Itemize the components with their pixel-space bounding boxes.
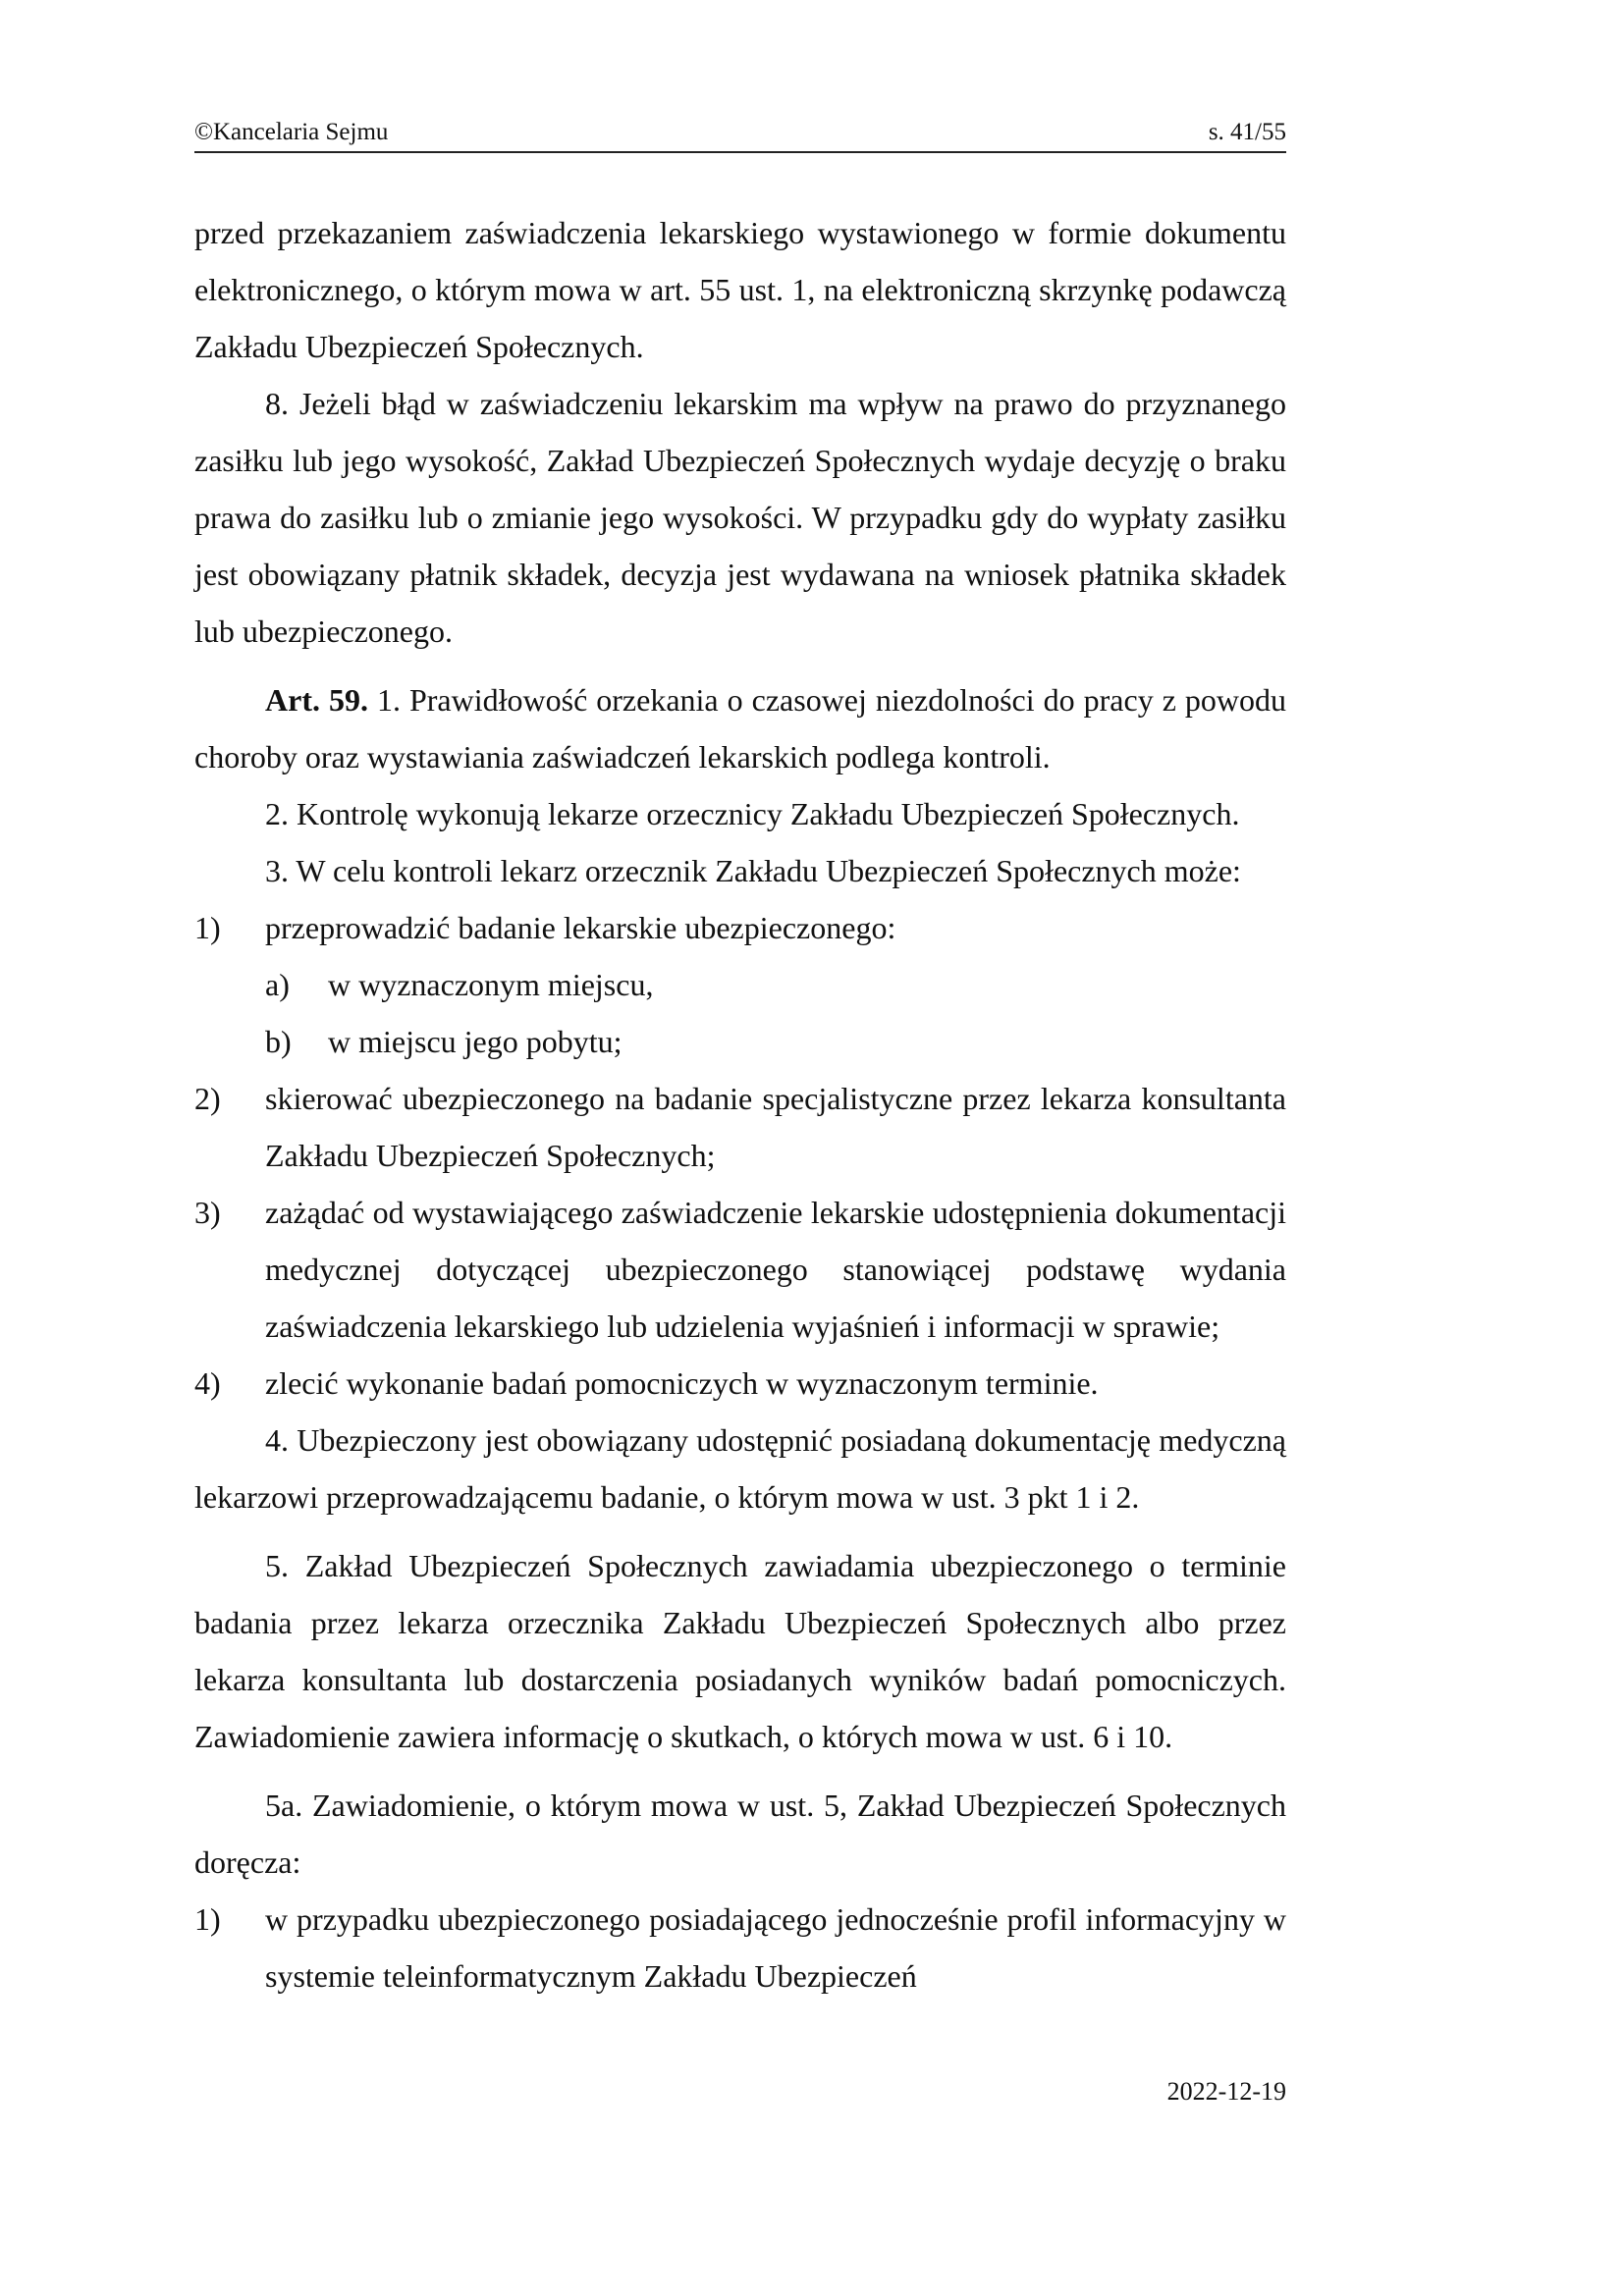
sub-list-item-text: w miejscu jego pobytu; [328, 1024, 623, 1059]
paragraph-5: 5. Zakład Ubezpieczeń Społecznych zawiadamia ubezpieczonego o terminie badania przez lekarza orzecznika Zakładu Ubezpieczeń Społecznych albo przez lekarza konsultanta lub dostarczenia posiadanych wyników badań pomocniczych. Zawiadomienie zawiera informację o skutkach, o których mowa w ust. 6 i 10. [194, 1548, 1286, 1754]
paragraph-8: 8. Jeżeli błąd w zaświadczeniu lekarskim ma wpływ na prawo do przyznanego zasiłku lub jego wysokość, Zakład Ubezpieczeń Społecznych wydaje decyzję o braku prawa do zasiłku lub o zmianie jego wysokości. W przypadku gdy do wypłaty zasiłku jest obowiązany płatnik składek, decyzja jest wydawana na wniosek płatnika składek lub ubezpieczonego. [194, 386, 1286, 649]
sub-list-item [194, 1013, 1286, 1070]
list-item [194, 1891, 1286, 2004]
paragraph-3: 3. W celu kontroli lekarz orzecznik Zakładu Ubezpieczeń Społecznych może: [265, 853, 1241, 888]
list-item [194, 1070, 1286, 1184]
article-label: Art. 59. [265, 682, 368, 718]
header-page-number: s. 41/55 [1208, 119, 1286, 145]
page-header [194, 116, 1286, 153]
sub-list-item-letter: a) [265, 967, 290, 1002]
list-item-number: 1) [194, 910, 221, 945]
sub-list-item [194, 956, 1286, 1013]
list-item-text: skierować ubezpieczonego na badanie specjalistyczne przez lekarza konsultanta Zakładu Ubezpieczeń Społecznych; [265, 1081, 1286, 1173]
paragraph-continuation: przed przekazaniem zaświadczenia lekarskiego wystawionego w formie dokumentu elektronicznego, o którym mowa w art. 55 ust. 1, na elektroniczną skrzynkę podawczą Zakładu Ubezpieczeń Społecznych. [194, 215, 1286, 364]
list-item-number: 4) [194, 1365, 221, 1401]
article-59-paragraph-1 [194, 671, 1286, 785]
sub-list-item-letter: b) [265, 1024, 292, 1059]
header-source: ©Kancelaria Sejmu [194, 119, 389, 145]
list-item-text: przeprowadzić badanie lekarskie ubezpieczonego: [265, 910, 896, 945]
list-item [194, 1184, 1286, 1355]
list-item [194, 1355, 1286, 1412]
list-item-number: 1) [194, 1901, 221, 1937]
paragraph-2: 2. Kontrolę wykonują lekarze orzecznicy Zakładu Ubezpieczeń Społecznych. [265, 796, 1240, 831]
list-item-text: zlecić wykonanie badań pomocniczych w wyznaczonym terminie. [265, 1365, 1099, 1401]
list-item-number: 3) [194, 1195, 221, 1230]
list-item [194, 899, 1286, 956]
article-59-text: 1. Prawidłowość orzekania o czasowej niezdolności do pracy z powodu choroby oraz wystawiania zaświadczeń lekarskich podlega kontroli. [194, 682, 1287, 774]
list-item-text: w przypadku ubezpieczonego posiadającego jednocześnie profil informacyjny w systemie teleinformatycznym Zakładu Ubezpieczeń [265, 1901, 1286, 1994]
list-item-number: 2) [194, 1081, 221, 1116]
paragraph-4: 4. Ubezpieczony jest obowiązany udostępnić posiadaną dokumentację medyczną lekarzowi przeprowadzającemu badanie, o którym mowa w ust. 3 pkt 1 i 2. [194, 1422, 1286, 1515]
page-body [194, 204, 1286, 2004]
sub-list-item-text: w wyznaczonym miejscu, [328, 967, 654, 1002]
paragraph-5a: 5a. Zawiadomienie, o którym mowa w ust. 5, Zakład Ubezpieczeń Społecznych doręcza: [194, 1788, 1286, 1880]
list-item-text: zażądać od wystawiającego zaświadczenie lekarskie udostępnienia dokumentacji medycznej dotyczącej ubezpieczonego stanowiącej podstawę wydania zaświadczenia lekarskiego lub udzielenia wyjaśnień i informacji w sprawie; [265, 1195, 1286, 1344]
footer-date: 2022-12-19 [1166, 2077, 1286, 2106]
